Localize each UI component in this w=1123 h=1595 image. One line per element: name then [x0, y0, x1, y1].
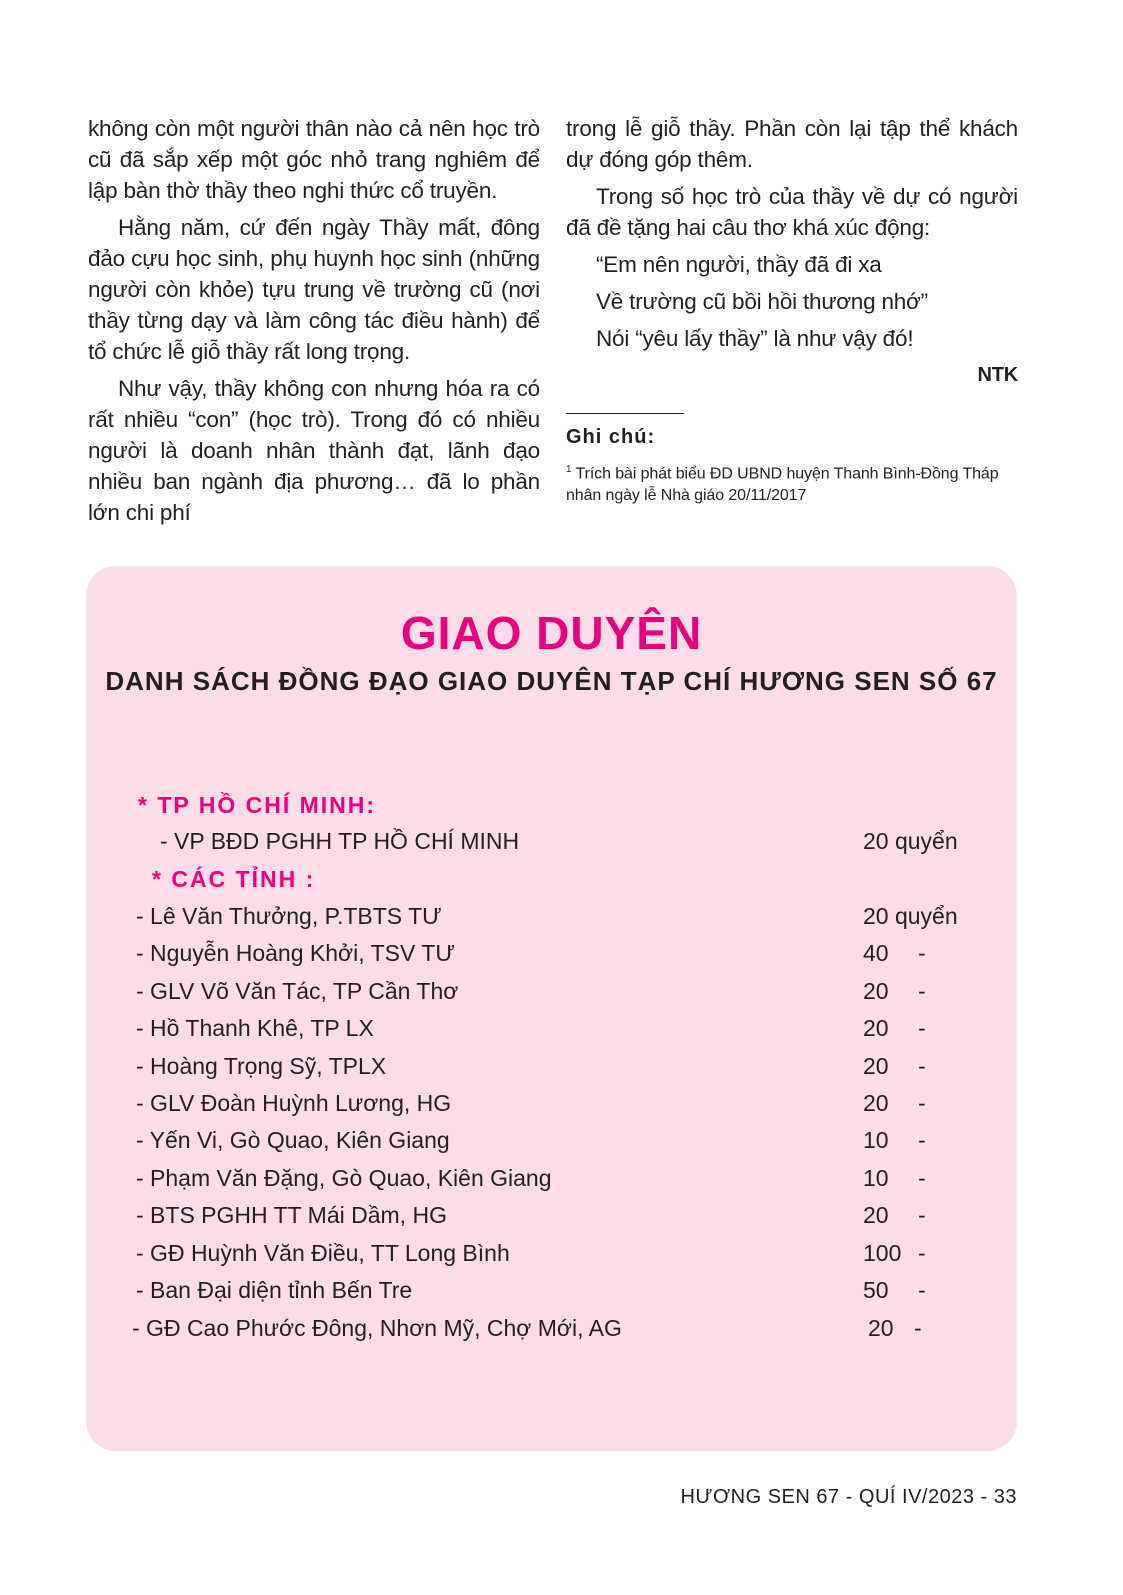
list-item — [86, 1202, 1017, 1232]
list-item — [86, 1240, 1017, 1270]
article-paragraph: Hằng năm, cứ đến ngày Thầy mất, đông đảo cựu học sinh, phụ huynh học sinh (những người còn khỏe) tựu trung về trường cũ (nơi thầy từng dạy và làm công tác điều hành) để tổ chức lễ giỗ thầy rất long trọng. — [88, 215, 540, 364]
donor-name: - GLV Đoàn Huỳnh Lương, HG — [136, 1090, 452, 1116]
giao-duyen-panel — [86, 566, 1017, 1451]
poem-line: Về trường cũ bồi hồi thương nhớ” — [596, 289, 928, 314]
ditto-mark: - — [918, 1015, 926, 1041]
donor-name: - GĐ Cao Phước Đông, Nhơn Mỹ, Chợ Mới, AG — [132, 1315, 622, 1341]
ditto-mark: - — [918, 1053, 926, 1079]
donor-name: - BTS PGHH TT Mái Dầm, HG — [136, 1202, 447, 1228]
donor-quantity: 100 — [863, 1240, 902, 1266]
list-item — [86, 828, 1017, 858]
donor-name: - Hồ Thanh Khê, TP LX — [136, 1015, 374, 1041]
article-right-column — [566, 113, 1018, 507]
donor-name: - VP BĐD PGHH TP HỒ CHÍ MINH — [160, 828, 520, 854]
list-item — [86, 978, 1017, 1008]
list-item — [86, 1053, 1017, 1083]
donor-quantity: 20 — [863, 1053, 889, 1079]
article-paragraph: trong lễ giỗ thầy. Phần còn lại tập thể khách dự đóng góp thêm. — [566, 116, 1018, 172]
ditto-mark: - — [918, 940, 926, 966]
ditto-mark: - — [918, 978, 926, 1004]
donor-name: - Phạm Văn Đặng, Gò Quao, Kiên Giang — [136, 1165, 552, 1191]
page-footer: HƯƠNG SEN 67 - QUÍ IV/2023 - 33 — [680, 1486, 1017, 1508]
article-paragraph: không còn một người thân nào cả nên học trò cũ đã sắp xếp một góc nhỏ trang nghiêm để lập bàn thờ thầy theo nghi thức cổ truyền. — [88, 116, 540, 203]
notes-divider — [566, 413, 684, 414]
poem — [566, 249, 1018, 354]
donor-quantity: 20 — [863, 1090, 889, 1116]
article-paragraph: Như vậy, thầy không con nhưng hóa ra có rất nhiều “con” (học trò). Trong đó có nhiều người là doanh nhân thành đạt, lãnh đạo nhiều ban ngành địa phương… đã lo phần lớn chi phí — [88, 376, 540, 525]
donor-quantity: 20 — [863, 1202, 889, 1228]
list-item — [86, 1277, 1017, 1307]
donor-quantity: 10 — [863, 1165, 889, 1191]
donor-quantity: 20 — [868, 1315, 894, 1341]
donor-name: - Yến Vi, Gò Quao, Kiên Giang — [136, 1127, 450, 1153]
ditto-mark: - — [918, 1240, 926, 1266]
list-item — [86, 903, 1017, 933]
region-heading-hcm: * TP HỒ CHÍ MINH: — [138, 792, 377, 818]
donor-name: - GĐ Huỳnh Văn Điều, TT Long Bình — [136, 1240, 510, 1266]
donor-name: - Lê Văn Thưởng, P.TBTS TƯ — [136, 903, 442, 929]
donor-quantity: 10 — [863, 1127, 889, 1153]
article-paragraph: Trong số học trò của thầy về dự có người đã đề tặng hai câu thơ khá xúc động: — [566, 184, 1018, 240]
list-item — [86, 1315, 1017, 1345]
panel-title: GIAO DUYÊN — [400, 607, 703, 659]
notes-heading: Ghi chú: — [566, 426, 656, 448]
panel-subtitle: DANH SÁCH ĐỒNG ĐẠO GIAO DUYÊN TẠP CHÍ HƯƠNG SEN SỐ 67 — [105, 666, 998, 696]
poem-line: Nói “yêu lấy thầy” là như vậy đó! — [596, 326, 914, 351]
list-item — [86, 1165, 1017, 1195]
ditto-mark: - — [918, 1165, 926, 1191]
ditto-mark: - — [914, 1315, 922, 1341]
list-item — [86, 940, 1017, 970]
donor-name: - Hoàng Trọng Sỹ, TPLX — [136, 1053, 387, 1079]
list-item — [86, 1127, 1017, 1157]
donor-name: - GLV Võ Văn Tác, TP Cần Thơ — [136, 978, 459, 1004]
ditto-mark: - — [918, 1127, 926, 1153]
poem-line: “Em nên người, thầy đã đi xa — [596, 252, 882, 277]
donor-quantity: 20 — [863, 978, 889, 1004]
footnote-number: 1 — [566, 464, 572, 475]
region-heading-provinces: * CÁC TỈNH : — [152, 866, 316, 892]
list-item — [86, 1015, 1017, 1045]
list-item — [86, 1090, 1017, 1120]
donor-quantity: 20 — [863, 1015, 889, 1041]
donor-name: - Nguyễn Hoàng Khởi, TSV TƯ — [136, 940, 455, 966]
donor-name: - Ban Đại diện tỉnh Bến Tre — [136, 1277, 413, 1303]
donor-quantity: 20 quyển — [863, 903, 958, 929]
footnote-text: Trích bài phát biểu ĐD UBND huyện Thanh Bình-Đồng Tháp nhân ngày lễ Nhà giáo 20/11/2017 — [566, 465, 999, 505]
ditto-mark: - — [918, 1202, 926, 1228]
footnote — [566, 459, 1018, 507]
ditto-mark: - — [918, 1277, 926, 1303]
donor-quantity: 50 — [863, 1277, 889, 1303]
donor-quantity: 20 quyển — [863, 828, 958, 854]
article-left-column — [88, 113, 540, 534]
ditto-mark: - — [918, 1090, 926, 1116]
donor-quantity: 40 — [863, 940, 889, 966]
author-signature: NTK — [977, 364, 1018, 386]
